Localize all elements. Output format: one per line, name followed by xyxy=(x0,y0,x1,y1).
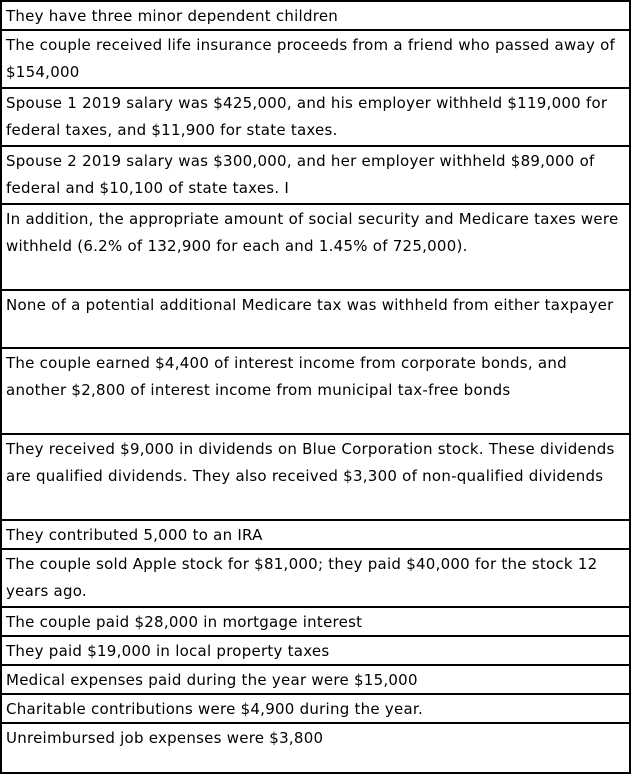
fact-row-property-taxes: They paid $19,000 in local property taxes xyxy=(2,637,629,666)
fact-row-charitable-contributions: Charitable contributions were $4,900 during the year. xyxy=(2,695,629,724)
fact-row-interest-income: The couple earned $4,400 of interest income from corporate bonds, and another $2,800 of interest income from municipal tax-free bonds xyxy=(2,349,629,435)
fact-row-medical-expenses: Medical expenses paid during the year were $15,000 xyxy=(2,666,629,695)
fact-row-spouse1-salary: Spouse 1 2019 salary was $425,000, and his employer withheld $119,000 for federal taxes, and $11,900 for state taxes. xyxy=(2,89,629,147)
fact-row-ira-contribution: They contributed 5,000 to an IRA xyxy=(2,521,629,550)
fact-row-dependents: They have three minor dependent children xyxy=(2,2,629,31)
fact-row-dividends: They received $9,000 in dividends on Blue Corporation stock. These dividends are qualified dividends. They also received $3,300 of non-qualified dividends xyxy=(2,435,629,521)
fact-row-job-expenses: Unreimbursed job expenses were $3,800 xyxy=(6,729,324,747)
fact-row-additional-medicare: None of a potential additional Medicare tax was withheld from either taxpayer xyxy=(2,291,629,349)
fact-row-apple-stock-sale: The couple sold Apple stock for $81,000; they paid $40,000 for the stock 12 years ago. xyxy=(2,550,629,608)
fact-row-life-insurance: The couple received life insurance proceeds from a friend who passed away of $154,000 xyxy=(2,31,629,89)
fact-row-mortgage-interest: The couple paid $28,000 in mortgage interest xyxy=(2,608,629,637)
fact-row-spouse2-salary: Spouse 2 2019 salary was $300,000, and her employer withheld $89,000 of federal and $10,100 of state taxes. I xyxy=(2,147,629,205)
fact-row-social-security-medicare: In addition, the appropriate amount of social security and Medicare taxes were withheld (6.2% of 132,900 for each and 1.45% of 725,000). xyxy=(2,205,629,291)
